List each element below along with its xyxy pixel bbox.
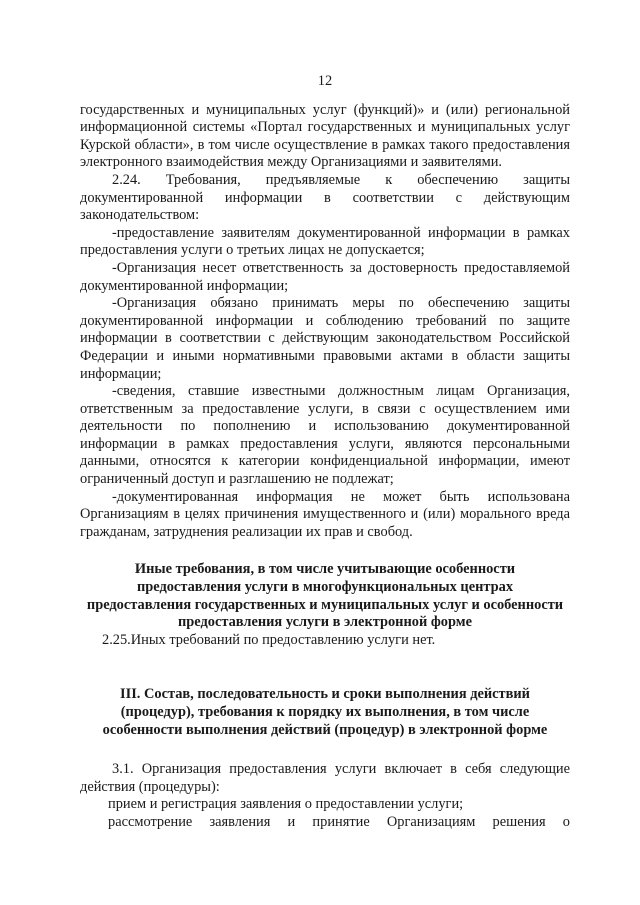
paragraph-2-25: 2.25.Иных требований по предоставлению услуги нет. bbox=[102, 631, 436, 648]
paragraph-continuation: государственных и муниципальных услуг (функций)» и (или) региональной информационной системы «Портал государственных и муниципальных услуг Курской области», в том числе осуществление в рамках такого предоставления электронного взаимодействия между Организациями и заявителями. bbox=[80, 101, 570, 171]
heading-other-requirements bbox=[80, 561, 570, 631]
procedure-item-review: рассмотрение заявления и принятие Организациям решения о bbox=[108, 813, 570, 830]
list-item-responsibility: -Организация несет ответственность за достоверность предоставляемой документированной информации; bbox=[80, 259, 570, 294]
heading-line: особенности выполнения действий (процедур) в электронной форме bbox=[102, 721, 548, 738]
paragraph-3-1: 3.1. Организация предоставления услуги включает в себя следующие действия (процедуры): bbox=[80, 761, 570, 795]
heading-line: III. Состав, последовательность и сроки выполнения действий bbox=[120, 686, 530, 703]
list-item-third-parties: -предоставление заявителям документированной информации в рамках предоставления услуги о третьих лицах не допускается; bbox=[80, 224, 570, 259]
heading-line: (процедур), требования к порядку их выполнения, в том числе bbox=[120, 704, 530, 720]
heading-line: предоставления услуги в электронной форме bbox=[178, 614, 472, 631]
heading-section-3 bbox=[80, 686, 570, 739]
procedure-item-reception: прием и регистрация заявления о предоставлении услуги; bbox=[108, 796, 464, 813]
list-item-misuse: -документированная информация не может быть использована Организациям в целях причинения имущественного и (или) морального вреда гражданам, затруднения реализации их прав и свобод. bbox=[80, 488, 570, 540]
heading-line: Иные требования, в том числе учитывающие особенности bbox=[134, 561, 516, 578]
heading-line: предоставления государственных и муниципальных услуг и особенности bbox=[86, 596, 564, 613]
heading-line: предоставления услуги в многофункциональных центрах bbox=[136, 579, 514, 596]
list-item-protection-measures: -Организация обязано принимать меры по обеспечению защиты документированной информации и соблюдению требований по защите информации в соответствии с действующим законодательством Российской Федерации и иными нормативными правовыми актами в области защиты информации; bbox=[80, 295, 570, 382]
page-number: 12 bbox=[317, 73, 333, 89]
list-item-personal-data: -сведения, ставшие известными должностным лицам Организация, ответственным за предоставление услуги, в связи с осуществлением ими деятельности по пополнению и использованию документированной информации в рамках предоставления услуги, являются персональными данными, относятся к категории конфиденциальной информации, имеют ограниченный доступ и разглашению не подлежат; bbox=[80, 383, 570, 488]
paragraph-2-24: 2.24. Требования, предъявляемые к обеспечению защиты документированной информации в соответствии с действующим законодательством: bbox=[80, 171, 570, 224]
